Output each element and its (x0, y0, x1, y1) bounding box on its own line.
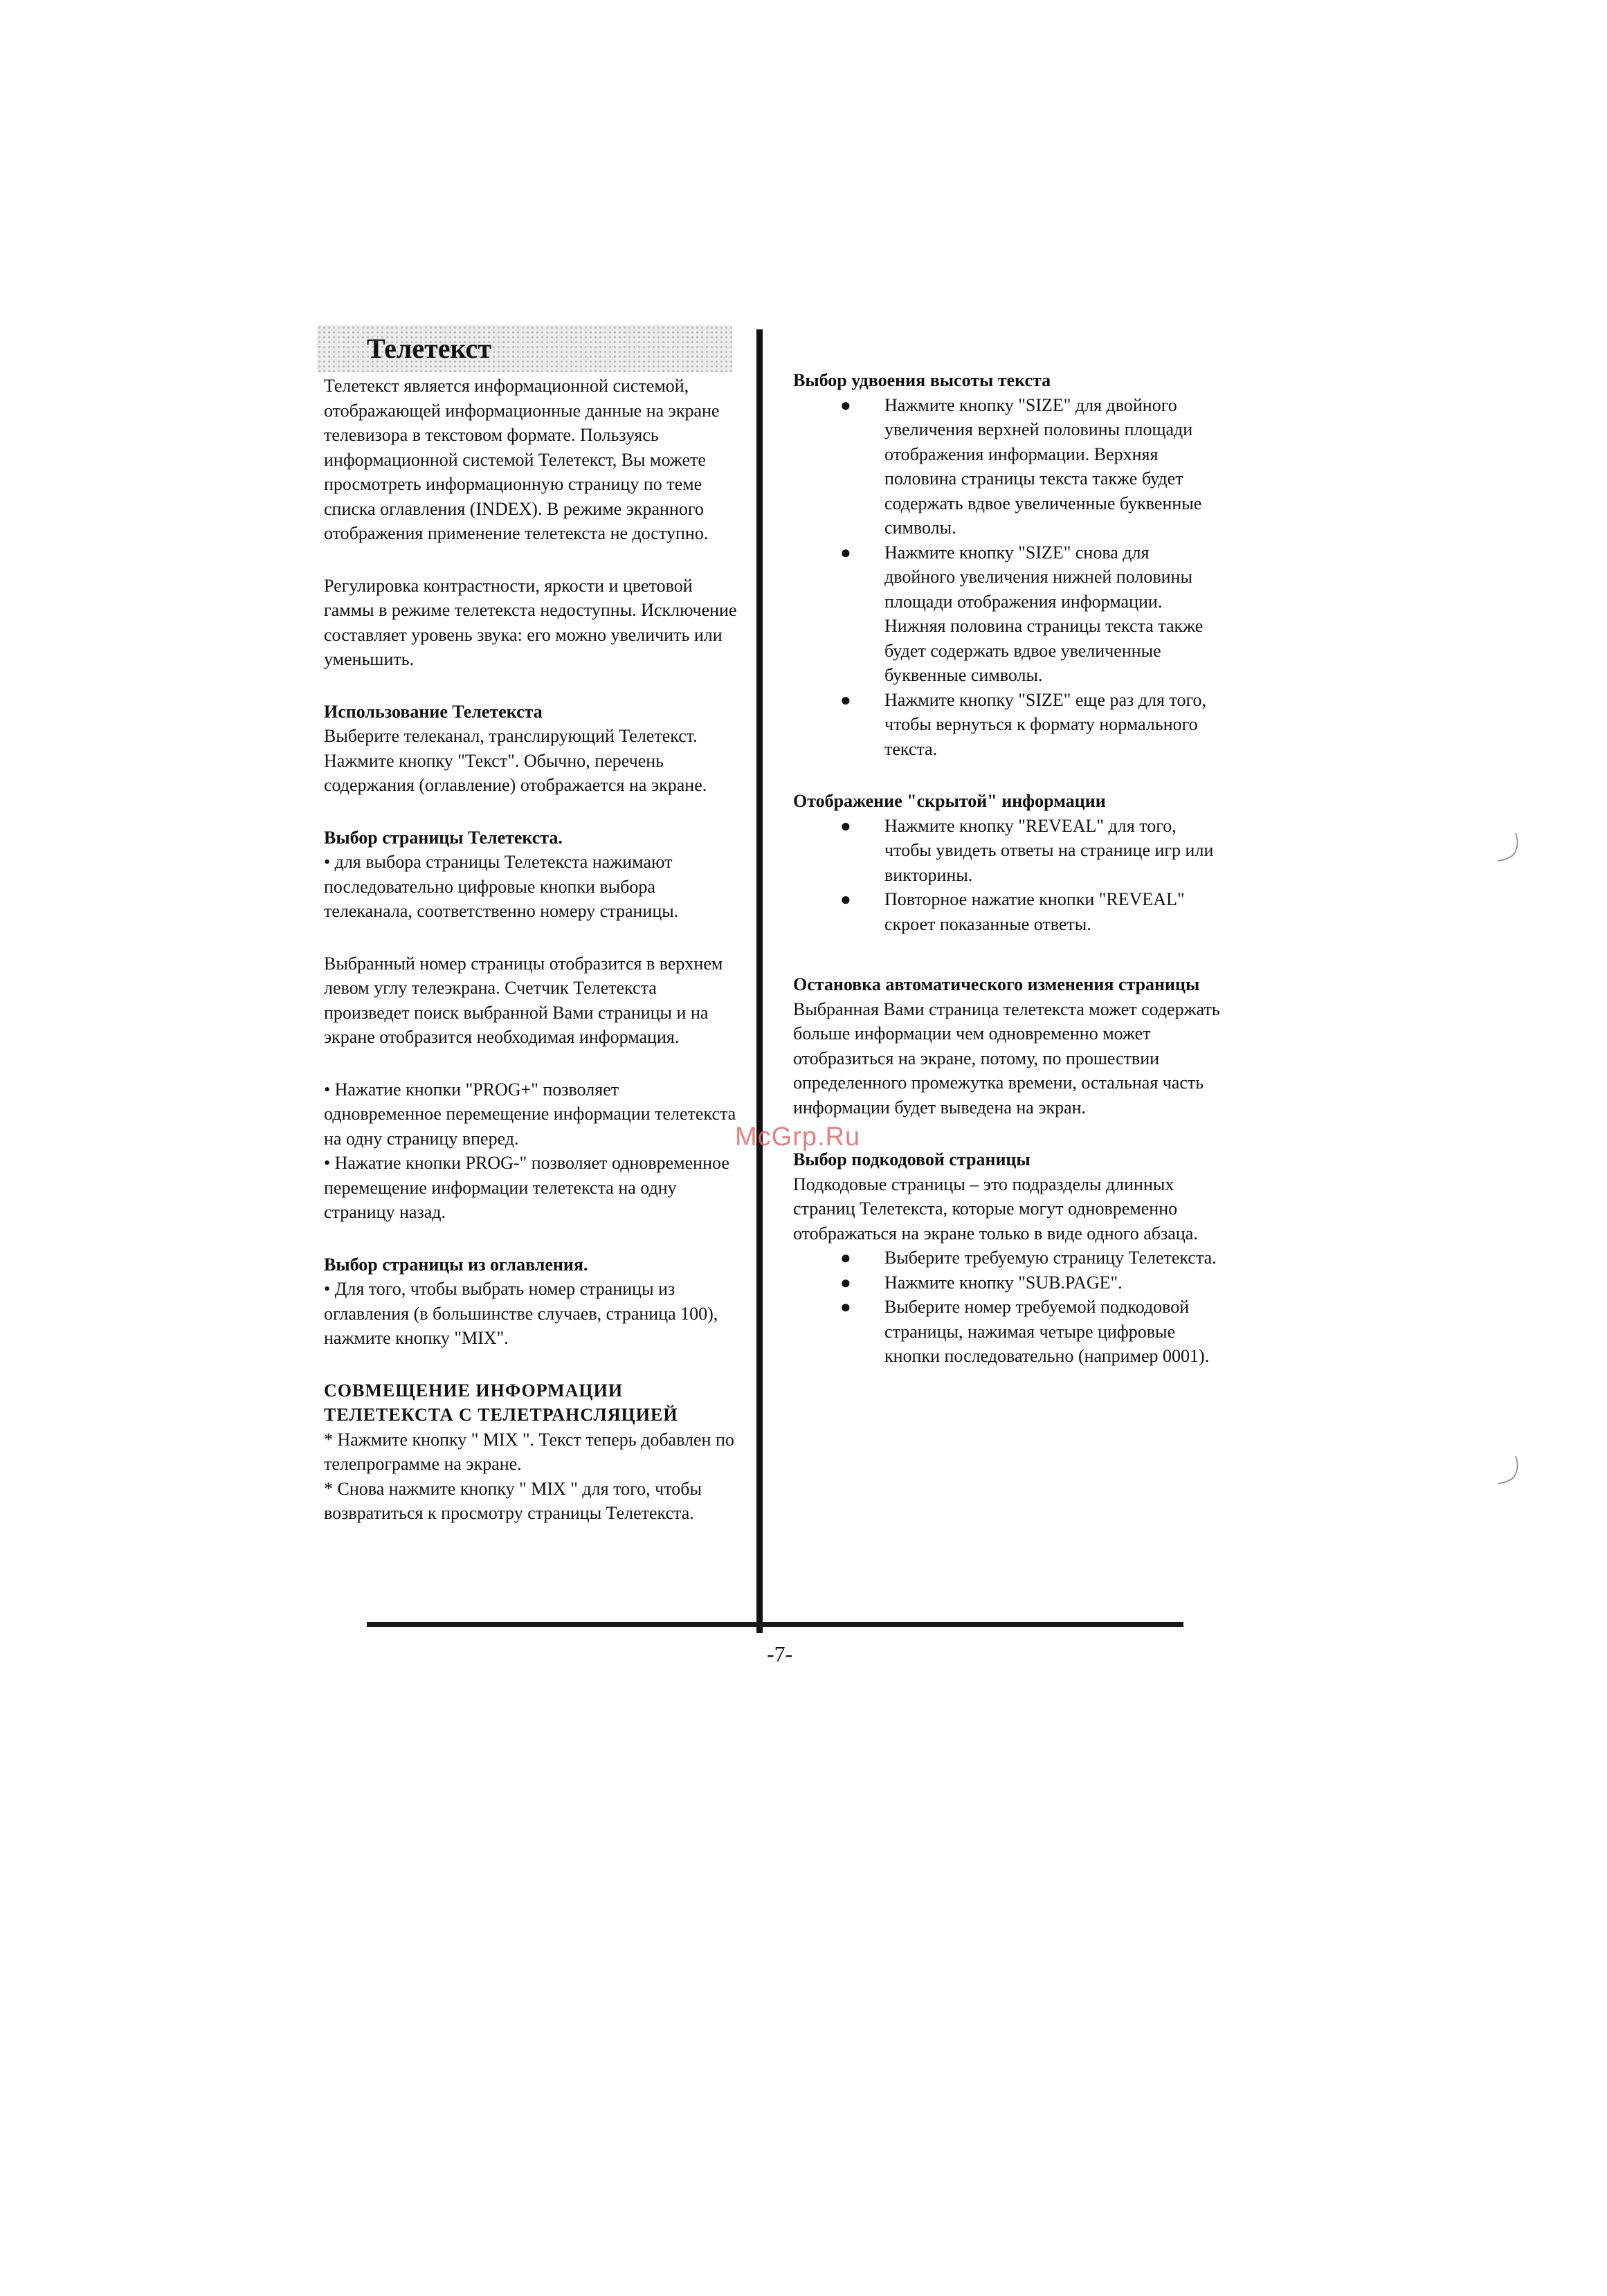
bullet-icon: ● (840, 815, 851, 836)
mix-heading: СОВМЕЩЕНИЕ ИНФОРМАЦИИ ТЕЛЕТЕКСТА С ТЕЛЕТРАНСЛЯЦИЕЙ (324, 1380, 678, 1425)
hold-paragraph: Выбранная Вами страница телетекста может содержать больше информации чем одновременно может отобразиться на экране, потому, по прошествии определенного промежутка времени, остальная часть информации будет выведена на экран. (793, 999, 1220, 1118)
size-list (793, 393, 1222, 762)
bullet-icon: ● (840, 1248, 851, 1268)
scan-mark-icon (1495, 1453, 1523, 1495)
bullet-icon: ● (840, 394, 851, 415)
left-column (324, 374, 739, 1526)
right-column (793, 368, 1222, 1369)
bullet-icon: ● (840, 889, 851, 909)
reveal-heading: Отображение "скрытой" информации (793, 791, 1106, 811)
column-divider (756, 329, 763, 1633)
list-item: ● Нажмите кнопку "SIZE" снова для двойного увеличения нижней половины площади отображения информации. Нижняя половина страницы текста также будет содержать вдвое увеличенные буквенные символы. (793, 540, 1222, 688)
use-heading: Использование Телетекста (324, 701, 543, 722)
reveal-list (793, 814, 1222, 937)
bullet-icon: ● (840, 1297, 851, 1317)
sub-list (793, 1246, 1222, 1369)
list-item: ● Нажмите кнопку "REVEAL" для того, чтобы увидеть ответы на странице игр или викторины. (793, 814, 1222, 888)
bottom-rule (367, 1622, 1183, 1627)
index-paragraph: • Для того, чтобы выбрать номер страницы из оглавления (в большинстве случаев, страница 100), нажмите кнопку "MIX". (324, 1279, 718, 1348)
bullet-icon: ● (840, 1272, 851, 1293)
sub-paragraph: Подкодовые страницы – это подразделы длинных страниц Телетекста, которые могут одновременно отображаться на экране только в виде одного абзаца. (793, 1174, 1198, 1243)
prog-minus-paragraph: • Нажатие кнопки PROG-" позволяет одновременное перемещение информации телетекста на одну страницу назад. (324, 1153, 729, 1222)
watermark: McGrp.Ru (735, 1122, 861, 1151)
scan-mark-icon (1495, 830, 1523, 872)
mix-paragraph-1: * Нажмите кнопку " MIX ". Текст теперь добавлен по телепрограмме на экране. (324, 1429, 734, 1474)
index-heading: Выбор страницы из оглавления. (324, 1254, 588, 1275)
list-item: ● Нажмите кнопку "SIZE" для двойного увеличения верхней половины площади отображения информации. Верхняя половина страницы текста также будет содержать вдвое увеличенные буквенные символы. (793, 393, 1222, 540)
size-heading: Выбор удвоения высоты текста (793, 370, 1051, 390)
selected-paragraph: Выбранный номер страницы отобразится в верхнем левом углу телеэкрана. Счетчик Телетекста произведет поиск выбранной Вами страницы и на экране отобразится необходимая информация. (324, 953, 723, 1047)
contrast-paragraph: Регулировка контрастности, яркости и цветовой гаммы в режиме телетекста недоступны. Исключение составляет уровень звука: его можно увеличить или уменьшить. (324, 575, 737, 669)
bullet-icon: ● (840, 542, 851, 563)
page-title: Телетекст (367, 333, 491, 364)
list-item: ● Нажмите кнопку "SIZE" еще раз для того, чтобы вернуться к формату нормального текста. (793, 688, 1222, 762)
prog-plus-paragraph: • Нажатие кнопки "PROG+" позволяет одновременное перемещение информации телетекста на одну страницу вперед. (324, 1079, 736, 1149)
list-item: ● Повторное нажатие кнопки "REVEAL" скроет показанные ответы. (793, 887, 1222, 936)
bullet-icon: ● (840, 689, 851, 710)
select-paragraph: • для выбора страницы Телетекста нажимают последовательно цифровые кнопки выбора телеканала, соответственно номеру страницы. (324, 852, 679, 921)
sub-heading: Выбор подкодовой страницы (793, 1149, 1031, 1169)
list-item: ● Выберите требуемую страницу Телетекста. (793, 1246, 1222, 1270)
select-heading: Выбор страницы Телетекста. (324, 827, 563, 848)
page-number: -7- (767, 1641, 793, 1666)
hold-heading: Остановка автоматического изменения страницы (793, 974, 1200, 994)
list-item: ● Нажмите кнопку "SUB.PAGE". (793, 1270, 1222, 1295)
intro-paragraph: Телетекст является информационной системой, отображающей информационные данные на экране телевизора в текстовом формате. Пользуясь информационной системой Телетекст, Вы можете просмотреть информационную страницу по теме списка оглавления (INDEX). В режиме экранного отображения применение телетекста не доступно. (324, 376, 720, 543)
mix-paragraph-2: * Снова нажмите кнопку " MIX " для того, чтобы возвратиться к просмотру страницы Телетекста. (324, 1478, 702, 1523)
list-item: ● Выберите номер требуемой подкодовой страницы, нажимая четыре цифровые кнопки последовательно (например 0001). (793, 1295, 1222, 1369)
use-paragraph: Выберите телеканал, транслирующий Телетекст. Нажмите кнопку "Текст". Обычно, перечень содержания (оглавление) отображается на экране. (324, 726, 707, 795)
